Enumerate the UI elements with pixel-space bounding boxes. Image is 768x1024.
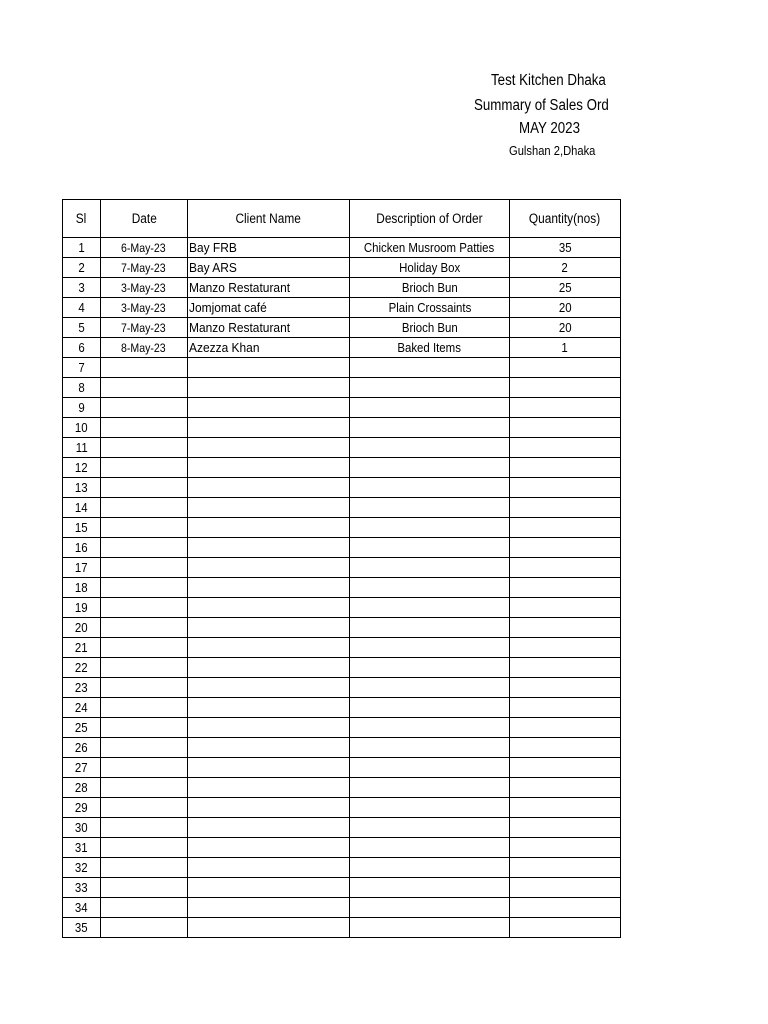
cell-sl: 33 (63, 878, 101, 898)
cell-description: Chicken Musroom Patties (350, 238, 510, 258)
cell-sl: 27 (63, 758, 101, 778)
cell-quantity (510, 838, 621, 858)
table-row (63, 598, 621, 618)
cell-date: 3-May-23 (101, 278, 188, 298)
cell-date (101, 498, 188, 518)
cell-client-name (188, 798, 350, 818)
cell-quantity (510, 758, 621, 778)
cell-date (101, 418, 188, 438)
cell-sl: 16 (63, 538, 101, 558)
cell-date: 7-May-23 (101, 318, 188, 338)
cell-client-name (188, 478, 350, 498)
cell-description (350, 378, 510, 398)
table-row (63, 478, 621, 498)
cell-date: 8-May-23 (101, 338, 188, 358)
table-header-row (63, 200, 621, 238)
cell-date (101, 878, 188, 898)
table-row (63, 298, 621, 318)
cell-sl: 2 (63, 258, 101, 278)
cell-quantity (510, 698, 621, 718)
cell-sl: 23 (63, 678, 101, 698)
table-row (63, 438, 621, 458)
cell-quantity (510, 738, 621, 758)
table-row (63, 498, 621, 518)
cell-quantity (510, 678, 621, 698)
cell-sl: 7 (63, 358, 101, 378)
cell-description (350, 458, 510, 478)
table-row (63, 878, 621, 898)
cell-client-name (188, 898, 350, 918)
cell-quantity (510, 518, 621, 538)
cell-client-name (188, 458, 350, 478)
table-row (63, 918, 621, 938)
table-row (63, 558, 621, 578)
cell-sl: 18 (63, 578, 101, 598)
table-row (63, 458, 621, 478)
cell-description: Baked Items (350, 338, 510, 358)
cell-quantity (510, 618, 621, 638)
cell-sl: 8 (63, 378, 101, 398)
cell-date (101, 578, 188, 598)
table-row (63, 718, 621, 738)
cell-date (101, 638, 188, 658)
cell-quantity: 1 (510, 338, 621, 358)
cell-client-name: Bay ARS (188, 258, 350, 278)
cell-client-name (188, 918, 350, 938)
cell-description (350, 618, 510, 638)
cell-client-name (188, 358, 350, 378)
cell-client-name (188, 658, 350, 678)
cell-sl: 30 (63, 818, 101, 838)
cell-quantity (510, 898, 621, 918)
cell-quantity (510, 658, 621, 678)
cell-sl: 19 (63, 598, 101, 618)
table-row (63, 358, 621, 378)
cell-client-name: Manzo Restaturant (188, 278, 350, 298)
table-row (63, 278, 621, 298)
cell-sl: 13 (63, 478, 101, 498)
cell-date (101, 378, 188, 398)
cell-date (101, 918, 188, 938)
cell-description (350, 418, 510, 438)
table-row (63, 378, 621, 398)
cell-date: 3-May-23 (101, 298, 188, 318)
cell-quantity: 20 (510, 318, 621, 338)
table-row (63, 698, 621, 718)
cell-client-name (188, 858, 350, 878)
table-row (63, 758, 621, 778)
cell-quantity (510, 918, 621, 938)
cell-client-name (188, 758, 350, 778)
table-row (63, 238, 621, 258)
cell-description (350, 658, 510, 678)
cell-date (101, 438, 188, 458)
cell-description (350, 858, 510, 878)
report-period: MAY 2023 (519, 120, 581, 137)
cell-description (350, 738, 510, 758)
cell-description (350, 678, 510, 698)
cell-sl: 24 (63, 698, 101, 718)
cell-quantity: 2 (510, 258, 621, 278)
cell-description (350, 358, 510, 378)
cell-quantity: 20 (510, 298, 621, 318)
cell-date (101, 858, 188, 878)
cell-date (101, 598, 188, 618)
cell-client-name (188, 738, 350, 758)
table-row (63, 898, 621, 918)
cell-description (350, 898, 510, 918)
cell-date (101, 838, 188, 858)
cell-client-name (188, 498, 350, 518)
cell-sl: 4 (63, 298, 101, 318)
table-row (63, 518, 621, 538)
cell-sl: 9 (63, 398, 101, 418)
cell-quantity (510, 398, 621, 418)
cell-sl: 3 (63, 278, 101, 298)
cell-client-name (188, 538, 350, 558)
cell-client-name: Manzo Restaturant (188, 318, 350, 338)
cell-description (350, 598, 510, 618)
cell-description (350, 918, 510, 938)
cell-description (350, 558, 510, 578)
cell-date (101, 778, 188, 798)
cell-description (350, 718, 510, 738)
cell-date (101, 658, 188, 678)
cell-quantity (510, 458, 621, 478)
cell-quantity (510, 718, 621, 738)
cell-date (101, 738, 188, 758)
cell-sl: 17 (63, 558, 101, 578)
cell-description (350, 818, 510, 838)
cell-date (101, 478, 188, 498)
table-row (63, 318, 621, 338)
cell-sl: 28 (63, 778, 101, 798)
cell-quantity: 35 (510, 238, 621, 258)
cell-sl: 20 (63, 618, 101, 638)
cell-client-name: Azezza Khan (188, 338, 350, 358)
cell-sl: 21 (63, 638, 101, 658)
cell-sl: 15 (63, 518, 101, 538)
cell-quantity (510, 358, 621, 378)
table-row (63, 638, 621, 658)
cell-quantity (510, 558, 621, 578)
cell-quantity (510, 438, 621, 458)
cell-quantity (510, 818, 621, 838)
cell-sl: 14 (63, 498, 101, 518)
cell-description: Brioch Bun (350, 318, 510, 338)
cell-description (350, 518, 510, 538)
table-row (63, 338, 621, 358)
cell-date (101, 458, 188, 478)
cell-quantity (510, 418, 621, 438)
cell-sl: 35 (63, 918, 101, 938)
cell-quantity (510, 778, 621, 798)
cell-client-name (188, 398, 350, 418)
cell-description (350, 538, 510, 558)
cell-client-name (188, 838, 350, 858)
cell-client-name (188, 598, 350, 618)
cell-date (101, 798, 188, 818)
cell-client-name (188, 678, 350, 698)
cell-quantity (510, 478, 621, 498)
cell-client-name (188, 878, 350, 898)
cell-description (350, 498, 510, 518)
table-row (63, 538, 621, 558)
cell-client-name (188, 698, 350, 718)
cell-quantity (510, 858, 621, 878)
cell-client-name (188, 418, 350, 438)
table-row (63, 678, 621, 698)
cell-client-name: Bay FRB (188, 238, 350, 258)
table-row (63, 778, 621, 798)
cell-sl: 31 (63, 838, 101, 858)
cell-sl: 11 (63, 438, 101, 458)
cell-date (101, 758, 188, 778)
cell-description (350, 698, 510, 718)
cell-client-name (188, 518, 350, 538)
company-name: Test Kitchen Dhaka (491, 72, 606, 89)
cell-sl: 12 (63, 458, 101, 478)
cell-date (101, 898, 188, 918)
cell-description (350, 838, 510, 858)
cell-quantity (510, 878, 621, 898)
cell-quantity (510, 578, 621, 598)
cell-description (350, 438, 510, 458)
table-body (63, 238, 621, 938)
column-header-quantity: Quantity(nos) (510, 200, 621, 238)
cell-description: Plain Crossaints (350, 298, 510, 318)
report-location: Gulshan 2,Dhaka (509, 143, 596, 158)
cell-date (101, 718, 188, 738)
cell-description (350, 638, 510, 658)
cell-description (350, 398, 510, 418)
column-header-date: Date (101, 200, 188, 238)
cell-description (350, 798, 510, 818)
table-row (63, 398, 621, 418)
cell-sl: 34 (63, 898, 101, 918)
cell-date (101, 678, 188, 698)
cell-client-name (188, 778, 350, 798)
cell-client-name (188, 378, 350, 398)
cell-quantity (510, 538, 621, 558)
cell-client-name (188, 618, 350, 638)
sales-order-table (62, 199, 621, 938)
table-row (63, 418, 621, 438)
cell-date (101, 558, 188, 578)
cell-quantity (510, 598, 621, 618)
cell-quantity: 25 (510, 278, 621, 298)
cell-quantity (510, 498, 621, 518)
cell-client-name (188, 578, 350, 598)
cell-date: 7-May-23 (101, 258, 188, 278)
table-row (63, 838, 621, 858)
cell-sl: 1 (63, 238, 101, 258)
table-row (63, 738, 621, 758)
cell-sl: 32 (63, 858, 101, 878)
cell-client-name (188, 638, 350, 658)
cell-date: 6-May-23 (101, 238, 188, 258)
cell-description (350, 478, 510, 498)
cell-sl: 25 (63, 718, 101, 738)
cell-client-name: Jomjomat café (188, 298, 350, 318)
cell-sl: 26 (63, 738, 101, 758)
cell-quantity (510, 638, 621, 658)
column-header-client-name: Client Name (188, 200, 350, 238)
table-row (63, 658, 621, 678)
cell-description (350, 878, 510, 898)
table-row (63, 618, 621, 638)
table-row (63, 798, 621, 818)
cell-sl: 22 (63, 658, 101, 678)
cell-date (101, 538, 188, 558)
cell-description (350, 578, 510, 598)
cell-sl: 29 (63, 798, 101, 818)
cell-description: Brioch Bun (350, 278, 510, 298)
cell-description (350, 758, 510, 778)
cell-date (101, 698, 188, 718)
cell-quantity (510, 798, 621, 818)
column-header-sl: Sl (63, 200, 101, 238)
cell-date (101, 818, 188, 838)
cell-description (350, 778, 510, 798)
cell-client-name (188, 718, 350, 738)
cell-date (101, 398, 188, 418)
cell-date (101, 358, 188, 378)
cell-client-name (188, 438, 350, 458)
table-row (63, 818, 621, 838)
cell-sl: 5 (63, 318, 101, 338)
column-header-description: Description of Order (350, 200, 510, 238)
cell-client-name (188, 818, 350, 838)
report-title: Summary of Sales Ord (474, 97, 609, 114)
cell-client-name (188, 558, 350, 578)
table-row (63, 258, 621, 278)
cell-sl: 6 (63, 338, 101, 358)
cell-quantity (510, 378, 621, 398)
cell-description: Holiday Box (350, 258, 510, 278)
table-row (63, 578, 621, 598)
table-row (63, 858, 621, 878)
cell-date (101, 518, 188, 538)
cell-date (101, 618, 188, 638)
cell-sl: 10 (63, 418, 101, 438)
